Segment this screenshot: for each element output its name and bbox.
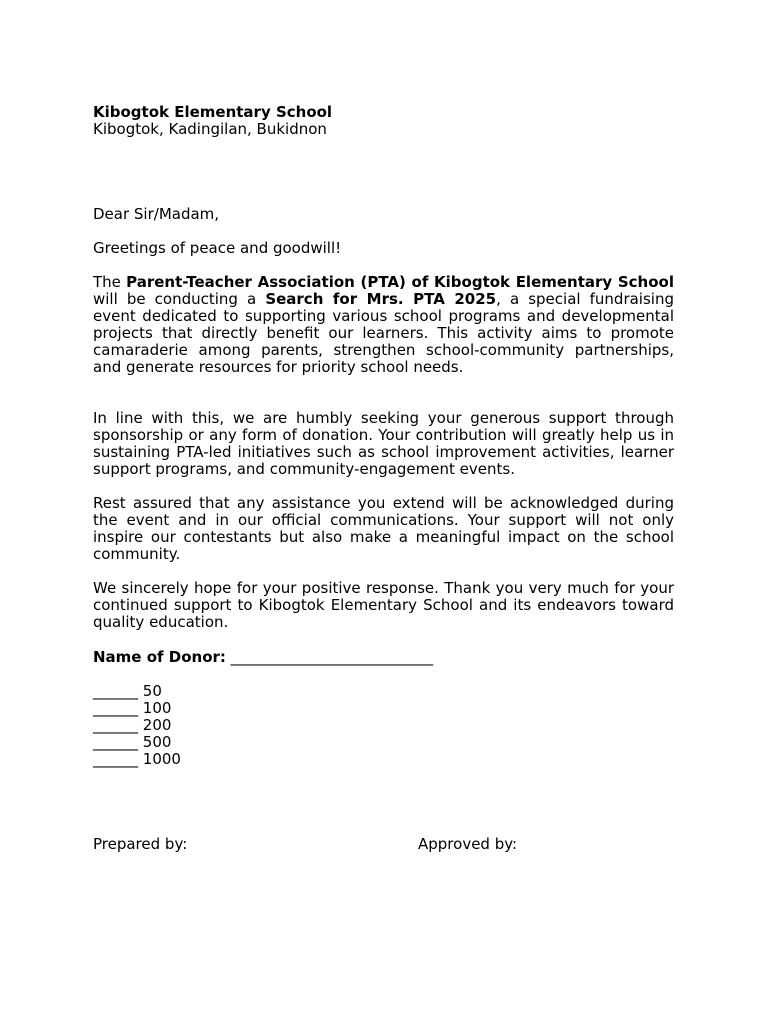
paragraph-text: will be conducting a bbox=[93, 290, 266, 308]
paragraph-support-request: In line with this, we are humbly seeking your generous support through sponsorship or any form of donation. Your contribution will greatly help us in sustaining PTA-led initiatives such as school improvement activities, learner support programs, and community-engagement events. bbox=[93, 409, 674, 478]
amount-option[interactable] bbox=[93, 734, 674, 751]
amount-option[interactable] bbox=[93, 683, 674, 700]
greeting: Greetings of peace and goodwill! bbox=[93, 239, 342, 257]
approved-by-label: Approved by: bbox=[418, 835, 518, 853]
event-name: Search for Mrs. PTA 2025 bbox=[265, 290, 497, 308]
amount-blank: ______ bbox=[93, 682, 138, 700]
paragraph-closing: We sincerely hope for your positive response. Thank you very much for your continued support to Kibogtok Elementary School and its endeavors toward quality education. bbox=[93, 579, 674, 631]
amount-value: 200 bbox=[142, 716, 172, 734]
paragraph-acknowledgement: Rest assured that any assistance you extend will be acknowledged during the event and in our official communications. Your support will not only inspire our contestants but also make a meaningful impact on the school community. bbox=[93, 494, 674, 563]
donation-amount-options bbox=[93, 683, 674, 768]
school-address: Kibogtok, Kadingilan, Bukidnon bbox=[93, 120, 327, 138]
amount-blank: ______ bbox=[93, 699, 138, 717]
amount-option[interactable] bbox=[93, 700, 674, 717]
donor-blank-line: ___________________________ bbox=[230, 648, 434, 666]
letterhead bbox=[93, 104, 674, 138]
school-name: Kibogtok Elementary School bbox=[93, 103, 333, 121]
donor-label: Name of Donor: bbox=[93, 648, 226, 666]
amount-value: 500 bbox=[142, 733, 172, 751]
amount-blank: ______ bbox=[93, 750, 138, 768]
amount-value: 1000 bbox=[142, 750, 181, 768]
salutation: Dear Sir/Madam, bbox=[93, 205, 220, 223]
pta-name: Parent-Teacher Association (PTA) of Kibogtok Elementary School bbox=[126, 273, 674, 291]
paragraph-event-announcement bbox=[93, 274, 674, 376]
paragraph-text: The bbox=[93, 273, 127, 291]
amount-value: 50 bbox=[142, 682, 162, 700]
amount-option[interactable] bbox=[93, 717, 674, 734]
amount-blank: ______ bbox=[93, 733, 138, 751]
donor-name-field[interactable] bbox=[93, 649, 674, 666]
prepared-by-label: Prepared by: bbox=[93, 835, 188, 853]
amount-blank: ______ bbox=[93, 716, 138, 734]
paragraph-text: , a special fundraising event dedicated to supporting various school programs and developmental projects that directly benefit our learners. This activity aims to promote camaraderie among parents, strengthen school-community partnerships, and generate resources for priority school needs. bbox=[93, 290, 674, 376]
amount-value: 100 bbox=[142, 699, 172, 717]
amount-option[interactable] bbox=[93, 751, 674, 768]
